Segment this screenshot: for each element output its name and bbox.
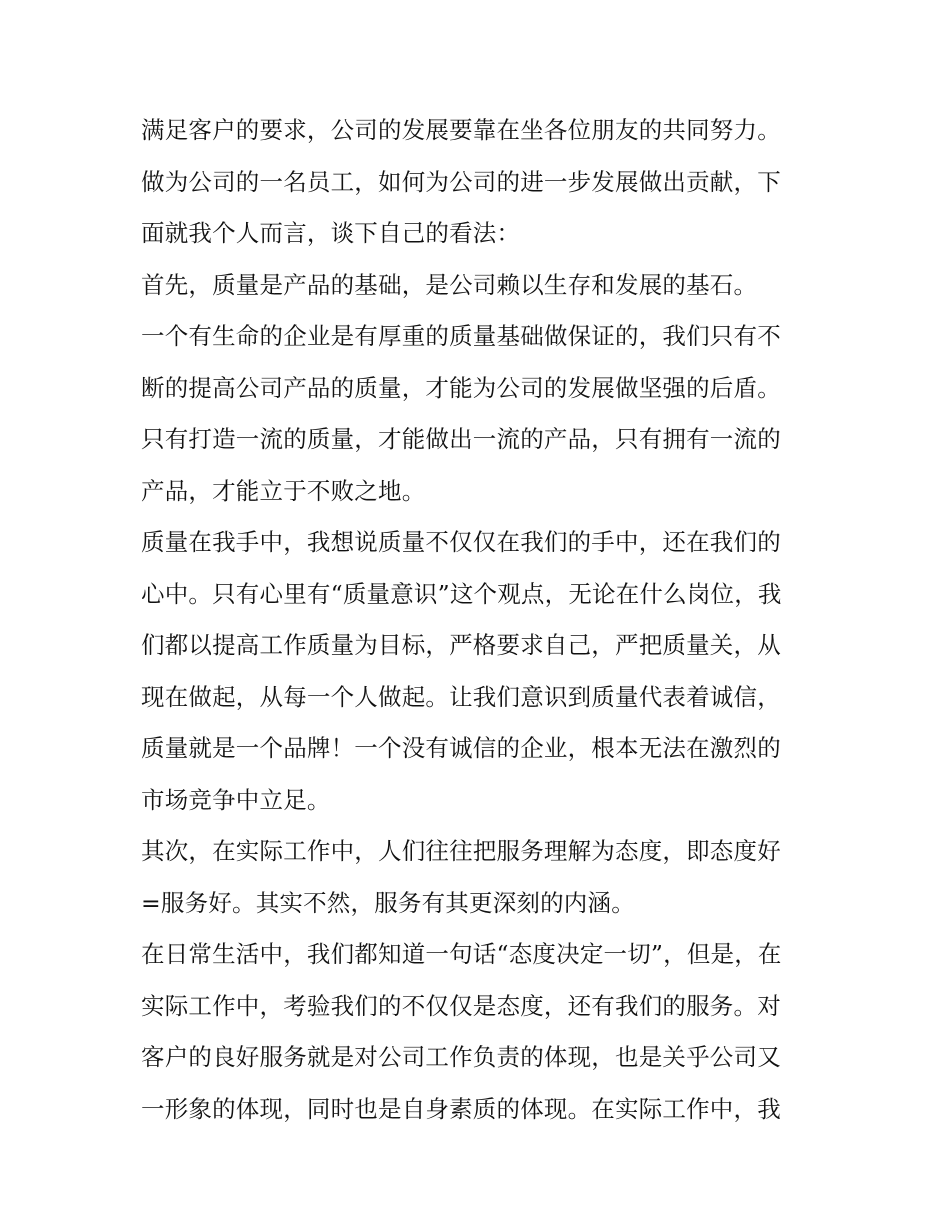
text-line: 客户的良好服务就是对公司工作负责的体现，也是关乎公司又 — [141, 1043, 781, 1071]
text-line: 只有打造一流的质量，才能做出一流的产品，只有拥有一流的 — [141, 425, 781, 453]
text-line: 心中。只有心里有“质量意识”这个观点，无论在什么岗位，我 — [141, 579, 782, 608]
text-line: 实际工作中，考验我们的不仅仅是态度，还有我们的服务。对 — [141, 991, 781, 1020]
text-line: 面就我个人而言，谈下自己的看法： — [141, 219, 521, 247]
text-line: 在日常生活中，我们都知道一句话“态度决定一切”，但是，在 — [141, 940, 782, 968]
text-line: 首先，质量是产品的基础，是公司赖以生存和发展的基石。 — [141, 270, 758, 299]
text-line: 市场竞争中立足。 — [141, 785, 331, 814]
text-line: 断的提高公司产品的质量，才能为公司的发展做坚强的后盾。 — [141, 373, 781, 402]
text-line: 一个有生命的企业是有厚重的质量基础做保证的，我们只有不 — [141, 322, 781, 350]
document-body — [141, 108, 821, 1138]
text-line: 们都以提高工作质量为目标，严格要求自己，严把质量关，从 — [141, 631, 781, 659]
text-line: =服务好。其实不然，服务有其更深刻的内涵。 — [141, 888, 635, 917]
text-line: 一形象的体现，同时也是自身素质的体现。在实际工作中，我 — [141, 1094, 781, 1123]
text-line: 产品，才能立于不败之地。 — [141, 476, 426, 505]
text-line: 做为公司的一名员工，如何为公司的进一步发展做出贡献，下 — [141, 167, 781, 196]
text-line: 现在做起，从每一个人做起。让我们意识到质量代表着诚信， — [141, 682, 781, 711]
text-line: 质量就是一个品牌！一个没有诚信的企业，根本无法在激烈的 — [141, 734, 781, 762]
text-line: 质量在我手中，我想说质量不仅仅在我们的手中，还在我们的 — [141, 528, 781, 556]
text-line: 其次，在实际工作中，人们往往把服务理解为态度，即态度好 — [141, 837, 781, 865]
text-line: 满足客户的要求，公司的发展要靠在坐各位朋友的共同努力。 — [141, 116, 781, 144]
